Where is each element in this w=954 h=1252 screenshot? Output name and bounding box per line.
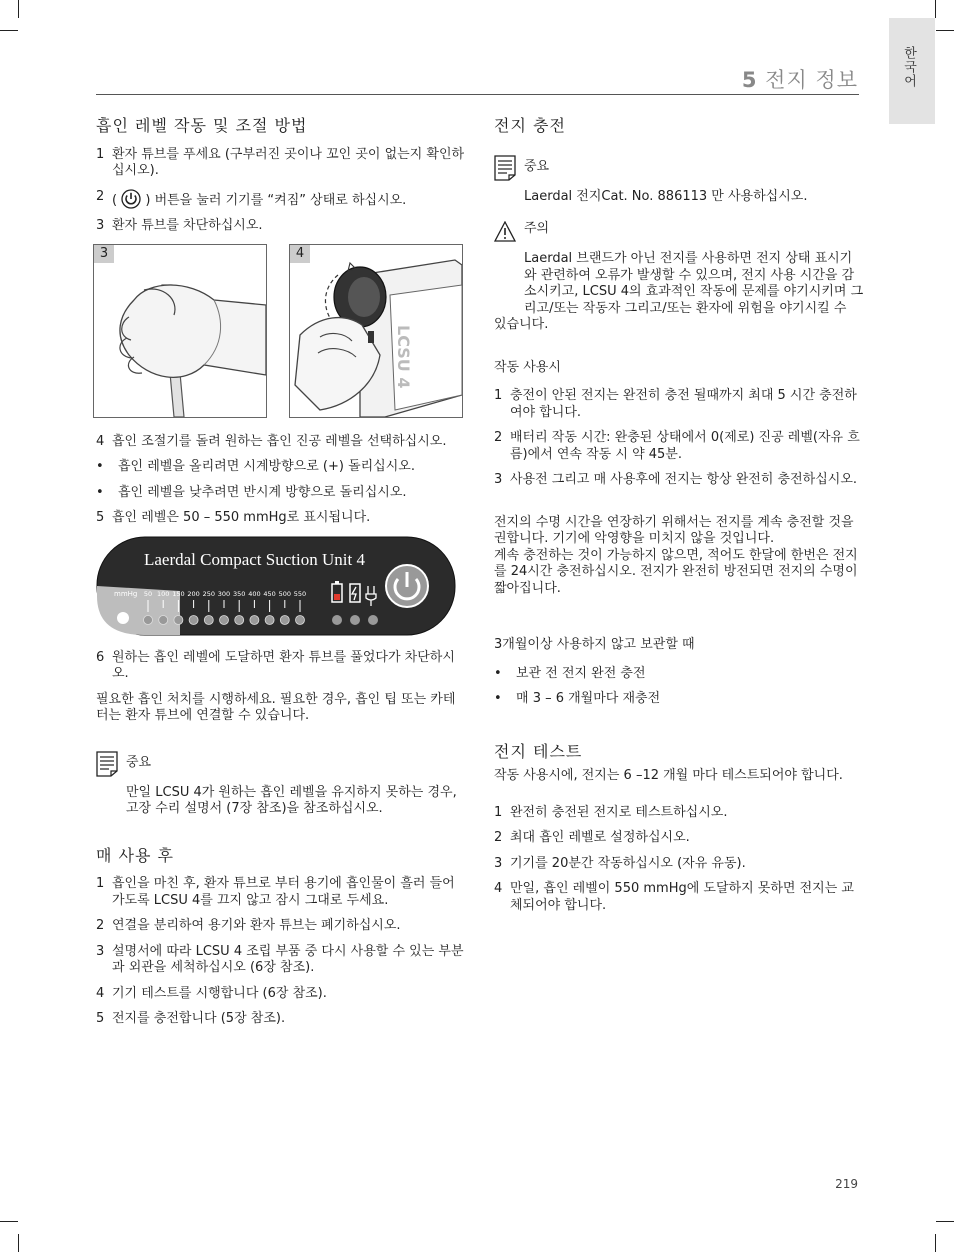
list-item — [96, 218, 466, 235]
crop-mark — [18, 0, 19, 18]
crop-mark — [18, 1234, 19, 1252]
item-number: 6 — [96, 649, 105, 665]
scale-led — [189, 615, 198, 624]
item-text-pre: ( — [112, 192, 118, 208]
item-text: 충전이 안된 전지는 완전히 충전 될때까지 최대 5 시간 충전하여야 합니다. — [510, 388, 857, 420]
scale-label: 100 — [156, 589, 170, 598]
header-rule — [96, 94, 859, 95]
item-text: 설명서에 따라 LCSU 4 조립 부품 중 다시 사용할 수 있는 부분과 외관을 세척하십시오 (6장 참조). — [112, 943, 464, 975]
scale-led — [235, 615, 244, 624]
note-icon — [96, 751, 118, 777]
chapter-title: 전지 정보 — [765, 68, 858, 92]
scale-label: 300 — [217, 589, 231, 598]
svg-text:LCSU 4: LCSU 4 — [394, 324, 413, 388]
item-text: 사용전 그리고 매 사용후에 전지는 항상 완전히 충전하십시오. — [510, 472, 858, 487]
scale-led — [250, 615, 259, 624]
list-item — [96, 876, 466, 909]
figure-rotating-knob — [289, 244, 463, 418]
left-column — [96, 118, 466, 1037]
list-item — [96, 189, 466, 210]
section-title: 전지 테스트 — [494, 741, 583, 761]
item-text: 기기 테스트를 시행합니다 (6장 참조). — [112, 985, 327, 1001]
list-item — [96, 147, 466, 180]
scale-label: 150 — [172, 589, 185, 598]
scale-label: 200 — [187, 589, 200, 598]
item-number: 1 — [494, 804, 503, 820]
crop-mark — [936, 30, 954, 31]
item-text: 흡인 레벨은 50 – 550 mmHg로 표시됩니다. — [112, 510, 371, 525]
item-number: 2 — [96, 918, 105, 933]
control-panel-illustration — [96, 536, 456, 636]
item-text: 흡인 조절기를 돌려 원하는 흡인 진공 레벨을 선택하십시오. — [112, 433, 447, 449]
item-number: 1 — [96, 146, 105, 162]
bullet-dot: • — [96, 459, 104, 474]
panel-unit-label: mmHg — [114, 589, 138, 598]
note-icon — [494, 155, 516, 181]
item-text: 기기를 20분간 작동하십시오 (자유 유동). — [510, 855, 746, 871]
note-title: 중요 — [524, 158, 550, 174]
bullet-item — [494, 666, 864, 683]
list-item — [96, 918, 466, 935]
control-panel-graphic — [96, 536, 456, 636]
list-item — [494, 830, 864, 847]
paragraph: 전지의 수명 시간을 연장하기 위해서는 전지를 계속 충전할 것을 권합니다. 기기에 악영향을 미치지 않을 것입니다. — [494, 514, 854, 546]
note-body: 만일 LCSU 4가 원하는 흡인 레벨을 유지하지 못하는 경우, 고장 수리 설명서 (7장 참조)을 참조하십시오. — [126, 784, 457, 816]
right-column — [494, 118, 864, 923]
scale-label: 50 — [143, 589, 153, 598]
item-text — [112, 189, 406, 210]
item-text: 환자 튜브를 차단하십시오. — [112, 218, 263, 233]
caution-note — [494, 221, 864, 243]
crop-mark — [935, 1234, 936, 1252]
crop-mark — [935, 0, 936, 18]
item-number: 3 — [96, 218, 105, 233]
list-item — [494, 430, 864, 463]
list-item — [494, 856, 864, 873]
item-number: 3 — [494, 472, 503, 487]
subsection-title: 3개월이상 사용하지 않고 보관할 때 — [494, 637, 695, 652]
scale-led — [280, 615, 289, 624]
scale-label: 450 — [263, 589, 276, 598]
paragraph: 계속 충전하는 것이 가능하지 않으면, 적어도 한달에 한번은 전지를 24시간 충전하십시오. 전지가 완전히 방전되면 전지의 수명이 짧아집니다. — [494, 547, 858, 596]
item-number: 4 — [96, 433, 105, 449]
scale-led — [204, 615, 213, 624]
figure-hand-occluding-tube — [93, 244, 267, 418]
scale-label: 400 — [248, 589, 261, 598]
scale-led — [159, 615, 168, 624]
chapter-heading — [742, 64, 858, 94]
list-item — [494, 881, 864, 914]
panel-title: Laerdal Compact Suction Unit 4 — [144, 549, 365, 569]
scale-led — [220, 615, 229, 624]
scale-label: 250 — [202, 589, 216, 598]
item-number: 4 — [494, 881, 503, 896]
list-item — [96, 944, 466, 977]
item-number: 2 — [494, 830, 503, 845]
list-item — [96, 510, 466, 527]
item-text: 만일, 흡인 레벨이 550 mmHg에 도달하지 못하면 전지는 교체되어야 합니다. — [510, 881, 854, 913]
note-title: 주의 — [524, 221, 550, 236]
figure-row — [96, 244, 466, 420]
person-icon — [117, 612, 129, 624]
list-item — [96, 434, 466, 451]
note-body: Laerdal 브랜드가 아닌 전지를 사용하면 전지 상태 표시기와 관련하여 오류가 발생할 수 있으며, 전지 사용 시간을 감소시키고, LCSU 4의 효과적인 작동에 문제를 야기시키며 그리고/또는 작동자 그리고/또는 환자에 위험을 야기시킬 수 — [524, 251, 864, 316]
item-text: 완전히 충전된 전지로 테스트하십시오. — [510, 804, 728, 820]
list-item — [96, 1011, 466, 1028]
item-number: 3 — [96, 943, 105, 959]
figure-number: 3 — [94, 245, 114, 263]
subsection-title: 작동 사용시 — [494, 359, 561, 375]
item-text: 흡인을 마친 후, 환자 튜브로 부터 용기에 흡인물이 흘러 들어 가도록 LCSU 4를 끄지 않고 잠시 그대로 두세요. — [112, 876, 455, 908]
scale-label: 350 — [232, 589, 246, 598]
item-number: 5 — [96, 1011, 105, 1026]
item-text: 전지를 충전합니다 (5장 참조). — [112, 1011, 286, 1026]
bullet-dot: • — [494, 691, 502, 706]
scale-led — [265, 615, 274, 624]
note-body-tail: 있습니다. — [494, 317, 549, 332]
item-text: 환자 튜브를 푸세요 (구부러진 곳이나 꼬인 곳이 없는지 확인하십시오). — [112, 146, 465, 178]
chapter-number: 5 — [741, 68, 758, 92]
device-knob-illustration — [290, 245, 462, 417]
list-item — [96, 650, 466, 683]
bullet-text: 보관 전 전지 완전 충전 — [516, 665, 646, 681]
paragraph: 작동 사용시에, 전지는 6 –12 개월 마다 테스트되어야 합니다. — [494, 768, 843, 783]
item-text: 배터리 작동 시간: 완충된 상태에서 0(제로) 진공 레벨(자유 흐름)에서 연속 작동 시 약 45분. — [510, 430, 860, 462]
note-body: Laerdal 전지Cat. No. 886113 만 사용하십시오. — [524, 188, 808, 204]
bullet-item — [96, 459, 466, 476]
bullet-text: 흡인 레벨을 낮추려면 반시계 방향으로 돌리십시오. — [118, 484, 407, 500]
language-label: 한국어 — [901, 46, 916, 88]
list-item — [494, 805, 864, 822]
page-number: 219 — [835, 1177, 858, 1191]
item-text: 연결을 분리하여 용기와 환자 튜브는 폐기하십시오. — [112, 918, 401, 933]
list-item — [96, 986, 466, 1003]
language-tab — [889, 18, 935, 124]
section-title: 매 사용 후 — [96, 845, 174, 865]
item-number: 4 — [96, 985, 105, 1001]
paragraph: 필요한 흡인 처치를 시행하세요. 필요한 경우, 흡인 팁 또는 카테터는 환자 튜브에 연결할 수 있습니다. — [96, 691, 456, 723]
note-title: 중요 — [126, 754, 152, 770]
warning-icon — [494, 221, 516, 243]
bullet-dot: • — [96, 484, 104, 500]
bullet-dot: • — [494, 665, 502, 681]
list-item — [494, 388, 864, 421]
scale-led — [144, 615, 153, 624]
section-title: 흡인 레벨 작동 및 조절 방법 — [96, 116, 308, 135]
item-text: 최대 흡인 레벨로 설정하십시오. — [510, 830, 690, 845]
scale-label: 550 — [293, 589, 307, 598]
item-number: 2 — [96, 188, 105, 204]
bullet-item — [96, 485, 466, 502]
bullet-text: 흡인 레벨을 올리려면 시계방향으로 (+) 돌리십시오. — [118, 459, 415, 474]
scale-label: 500 — [278, 589, 292, 598]
scale-led — [174, 615, 183, 624]
crop-mark — [0, 30, 18, 31]
item-number: 2 — [494, 430, 503, 445]
crop-mark — [0, 1221, 18, 1222]
bullet-item — [494, 691, 864, 708]
power-button-icon — [121, 189, 141, 209]
crop-mark — [936, 1221, 954, 1222]
important-note — [96, 751, 466, 777]
item-number: 1 — [96, 876, 105, 891]
bullet-text: 매 3 – 6 개월마다 재충전 — [516, 691, 661, 706]
hand-tube-illustration — [94, 245, 266, 417]
item-text: 원하는 흡인 레벨에 도달하면 환자 튜브를 풀었다가 차단하시오. — [112, 649, 455, 681]
item-number: 5 — [96, 510, 105, 525]
important-note — [494, 155, 864, 181]
figure-number: 4 — [290, 245, 310, 263]
item-text-post: ) 버튼을 눌러 기기를 “켜짐” 상태로 하십시오. — [145, 192, 407, 208]
section-title: 전지 충전 — [494, 116, 566, 135]
scale-led — [296, 615, 305, 624]
item-number: 1 — [494, 388, 503, 403]
item-number: 3 — [494, 855, 503, 871]
list-item — [494, 472, 864, 489]
